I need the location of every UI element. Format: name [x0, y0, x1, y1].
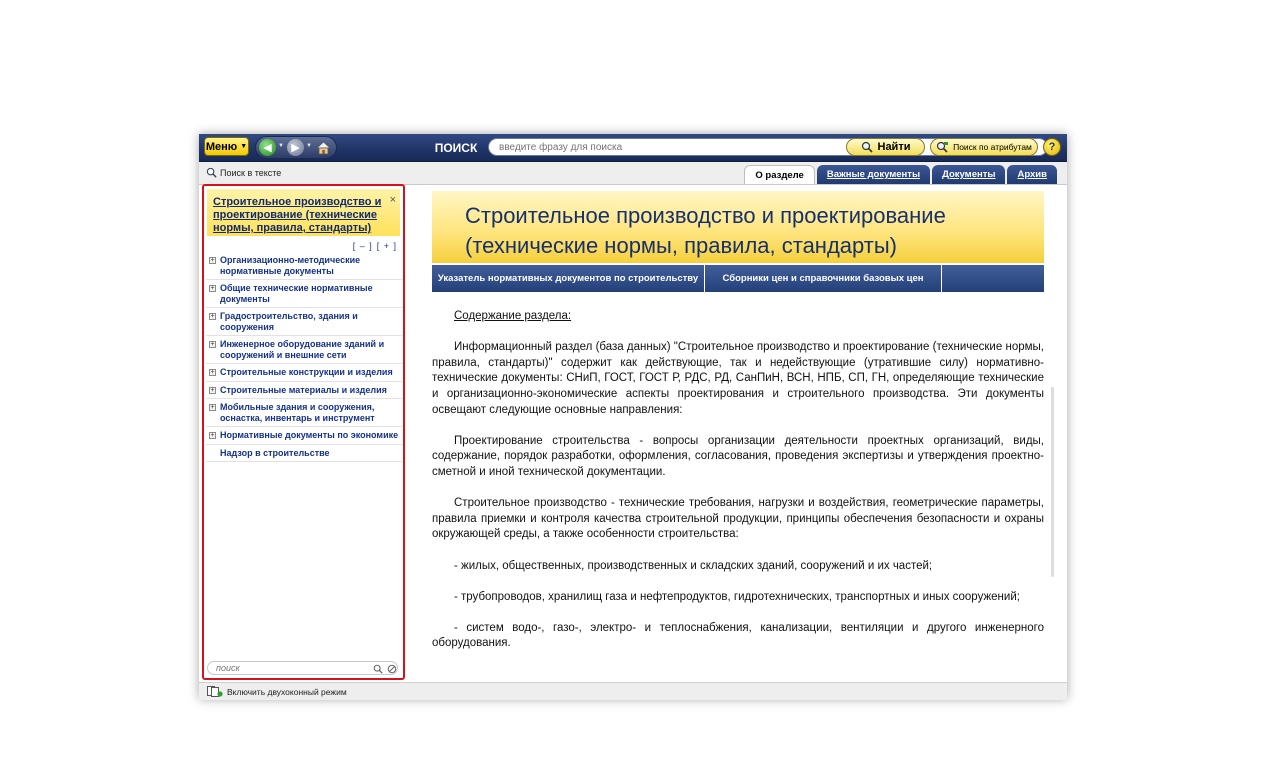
magnifier-icon [861, 141, 873, 153]
section-banner-title: Строительное производство и проектирование (технические нормы, правила, стандарты) [465, 203, 946, 258]
menu-button[interactable] [204, 137, 249, 156]
dual-window-mode-label: Включить двухоконный режим [227, 686, 347, 697]
expand-icon[interactable]: + [210, 432, 215, 439]
navigation-panel-header [207, 189, 400, 236]
tree-item-economics-documents[interactable] [206, 427, 402, 445]
expand-icon[interactable]: + [210, 285, 215, 292]
help-icon[interactable]: ? [1043, 138, 1061, 156]
menu-label: Меню [205, 140, 238, 153]
navigation-group [255, 136, 337, 159]
tree-item-label: Градостроительство, здания и сооружения [220, 311, 358, 332]
tree-item-label: Мобильные здания и сооружения, оснастка, инвентарь и инструмент [220, 402, 375, 423]
tree-search-input[interactable] [207, 661, 398, 675]
forward-arrow-icon[interactable]: ▶ [287, 139, 304, 156]
tree-item-general-technical[interactable] [206, 280, 402, 308]
home-icon[interactable] [315, 139, 332, 156]
paragraph: Информационный раздел (база данных) "Строительное производство и проектирование (технические нормы, правила, стандарты)" содержит как действующие, так и недействующие (утратившие силу) нормативно-технические документы: СНиП, ГОСТ, ГОСТ Р, РДС, РД, СанПиН, ВСН, НПБ, СП, ГН, определяющие технические и организационно-экономические аспекты проектирования и строительного производства. Эти документы освещают следующие основные направления: [432, 341, 1044, 416]
tree-item-label: Строительные материалы и изделия [220, 384, 387, 395]
back-arrow-icon[interactable]: ◀ [259, 139, 276, 156]
tree-item-urban-planning[interactable] [206, 308, 402, 336]
paragraph: Строительное производство - технические требования, нагрузки и воздействия, геометрические параметры, правила приемки и контроля качества строительной продукции, принципы обеспечения безопасности и охраны окружающей среды, а также особенности строительства: [432, 497, 1044, 541]
expand-icon[interactable]: + [210, 404, 215, 411]
section-title-link[interactable]: Строительное производство и проектирование (технические нормы, правила, стандарты) [213, 196, 382, 234]
link-price-collections[interactable]: Сборники цен и справочники базовых цен [705, 265, 942, 292]
tab-documents[interactable]: Документы [932, 165, 1005, 184]
tab-bar [744, 165, 1057, 184]
clear-icon[interactable] [387, 664, 397, 674]
paragraph: Проектирование строительства - вопросы организации деятельности проектных организаций, виды, содержание, порядок разработки, оформления, согласования, проведения экспертизы и утверждения проектно-сметной и иной технической документации. [432, 434, 1044, 478]
content-area [414, 187, 1058, 681]
paragraph: - жилых, общественных, производственных и складских зданий, сооружений и их частей; [454, 559, 933, 572]
section-description [432, 309, 1044, 668]
caret-down-icon: ▼ [240, 143, 248, 150]
tree-item-engineering-equipment[interactable] [206, 336, 402, 364]
find-in-text-label: Поиск в тексте [220, 167, 282, 178]
tree-item-organizational-methodical[interactable] [206, 252, 402, 280]
magnifier-icon [206, 167, 217, 178]
paragraph: - трубопроводов, хранилищ газа и нефтепродуктов, гидротехнических, транспортных и иных сооружений; [454, 590, 1020, 603]
toolbar [199, 134, 1067, 162]
forward-history-dropdown-icon[interactable]: ▼ [306, 143, 312, 149]
find-in-text-button[interactable] [206, 167, 281, 178]
dual-window-mode-toggle[interactable] [207, 686, 347, 697]
content-scrollbar[interactable] [1051, 387, 1054, 577]
bottom-bar [199, 682, 1067, 700]
section-heading: Содержание раздела: [454, 310, 572, 322]
find-label: Найти [877, 141, 911, 153]
navigation-tree [206, 252, 402, 462]
expand-icon[interactable]: + [210, 313, 215, 320]
expand-icon[interactable]: + [210, 341, 215, 348]
link-construction-documents-index[interactable]: Указатель нормативных документов по строительству [432, 265, 705, 292]
link-empty-slot[interactable] [942, 265, 1044, 292]
tree-item-label: Строительные конструкции и изделия [220, 367, 393, 377]
app-window [199, 134, 1067, 699]
expand-icon[interactable]: + [210, 386, 215, 394]
attribute-search-label: Поиск по атрибутам [953, 142, 1032, 152]
tree-toggles [353, 241, 397, 251]
tree-item-label: Организационно-методические нормативные документы [220, 255, 361, 276]
tab-archive[interactable]: Архив [1007, 165, 1057, 184]
tree-item-label: Надзор в строительстве [220, 447, 330, 458]
quick-links-bar [432, 265, 1044, 292]
collapse-all-button[interactable]: [ – ] [352, 241, 373, 251]
expand-icon[interactable]: + [210, 369, 215, 376]
back-history-dropdown-icon[interactable]: ▼ [278, 143, 284, 149]
find-button[interactable] [846, 138, 925, 156]
close-icon[interactable]: × [389, 194, 396, 206]
tree-item-label: Нормативные документы по экономике [220, 430, 399, 440]
paragraph: - систем водо-, газо-, электро- и теплоснабжения, канализации, вентиляции и другого инженерного оборудования. [432, 621, 1044, 650]
navigation-panel [202, 184, 405, 680]
section-banner [432, 191, 1044, 263]
expand-icon[interactable]: + [210, 257, 215, 264]
tree-item-building-materials[interactable] [206, 382, 402, 400]
attribute-search-button[interactable] [930, 138, 1038, 156]
dual-window-icon [207, 686, 223, 697]
tab-important-documents[interactable]: Важные документы [817, 165, 930, 184]
tree-item-label: Общие технические нормативные документы [220, 283, 373, 304]
expand-all-button[interactable]: [ + ] [376, 241, 397, 251]
tree-item-building-structures[interactable] [206, 364, 402, 382]
tree-item-label: Инженерное оборудование зданий и сооружений и внешние сети [220, 339, 385, 360]
magnifier-settings-icon [936, 141, 949, 153]
tree-item-mobile-buildings[interactable] [206, 399, 402, 427]
magnifier-icon[interactable] [373, 664, 383, 674]
subbar [199, 162, 1067, 185]
tab-about-section[interactable]: О разделе [744, 165, 814, 184]
tree-item-construction-supervision[interactable] [206, 445, 402, 463]
search-label: ПОИСК [434, 140, 478, 155]
